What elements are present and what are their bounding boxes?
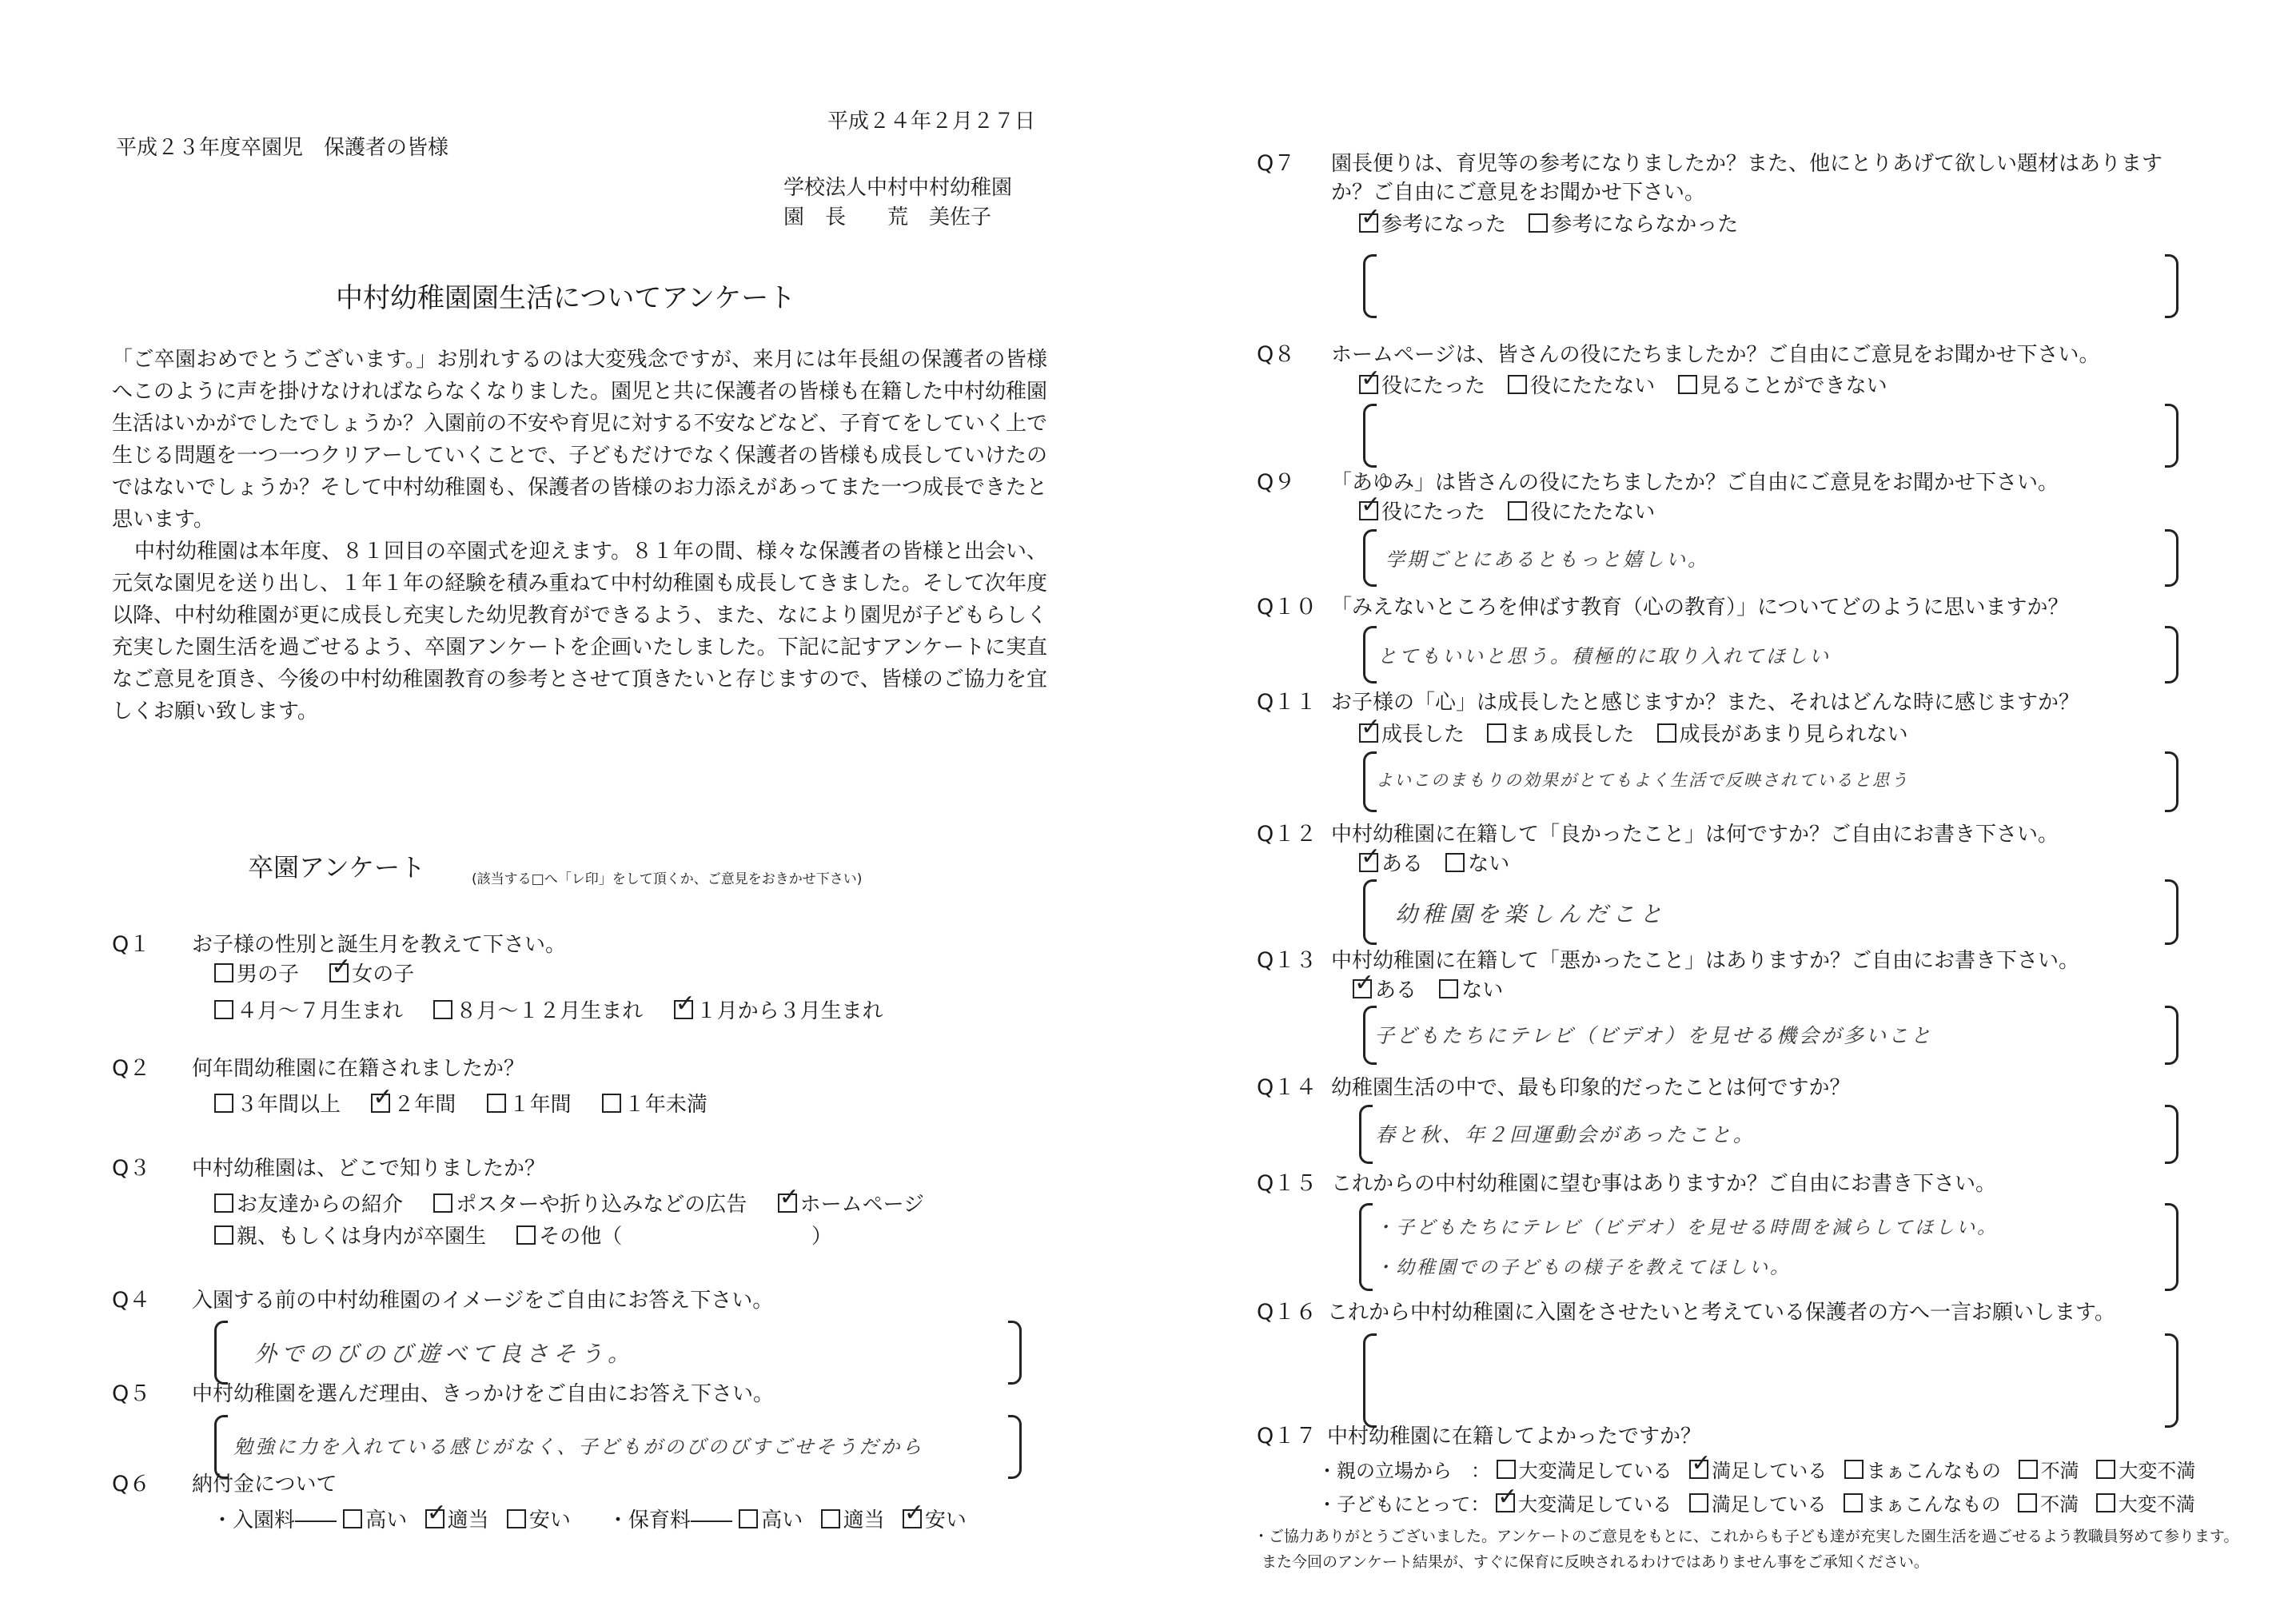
q1-text: お子様の性別と誕生月を教えて下さい。 (192, 933, 567, 957)
q8-option[interactable]: 役にたたない (1508, 373, 1655, 400)
checkbox[interactable] (433, 1000, 452, 1019)
q4-text: 入園する前の中村幼稚園のイメージをご自由にお答え下さい。 (192, 1289, 774, 1313)
q5-text: 中村幼稚園を選んだ理由、きっかけをご自由にお答え下さい。 (192, 1382, 775, 1406)
q15-answer-line1: ・子どもたちにテレビ（ビデオ）を見せる時間を減らしてほしい。 (1375, 1217, 1999, 1238)
checkbox[interactable] (1439, 979, 1458, 998)
q6-tuition-fee (608, 1507, 978, 1534)
checkbox[interactable] (1508, 375, 1527, 394)
q14-answer-box[interactable] (1359, 1105, 2178, 1164)
checkbox[interactable] (487, 1094, 506, 1113)
checkbox[interactable] (2096, 1460, 2115, 1479)
q7-option[interactable]: 参考にならなかった (1529, 211, 1738, 238)
bracket-left (1363, 529, 1377, 587)
checkbox[interactable] (214, 1094, 233, 1113)
q1-option-girl[interactable]: ✓ 女の子 (329, 961, 414, 988)
q1-number: Q１ (112, 932, 151, 957)
q12-option[interactable]: ない (1445, 851, 1509, 878)
q9-number: Q９ (1257, 470, 1296, 495)
q5-answer: 勉強に力を入れている感じがなく、子どもがのびのびすごせそうだから (233, 1436, 924, 1458)
q7-number: Q７ (1257, 151, 1296, 176)
bracket-right (2165, 404, 2178, 468)
survey-title: 卒園アンケート (248, 852, 426, 883)
bracket-left (214, 1415, 228, 1479)
checkbox[interactable] (1445, 853, 1465, 872)
checkbox-checked[interactable] (329, 963, 349, 982)
bracket-right (2165, 751, 2178, 812)
q2-options (214, 1091, 731, 1118)
q9-options (1359, 499, 1679, 526)
q6-option[interactable]: 高い (343, 1507, 407, 1534)
bracket-right (2165, 529, 2178, 587)
checkbox[interactable] (602, 1094, 621, 1113)
q12-options (1359, 851, 1533, 878)
checkbox-checked[interactable] (1353, 979, 1372, 998)
q8-number: Q８ (1257, 342, 1296, 367)
checkbox[interactable] (2018, 1493, 2037, 1512)
q16-answer-box[interactable] (1363, 1333, 2178, 1428)
page-title: 中村幼稚園園生活についてアンケート (336, 282, 796, 314)
q17-option[interactable]: 大変不満 (2096, 1491, 2195, 1518)
checkbox-checked[interactable] (1359, 501, 1378, 520)
q12-text: 中村幼稚園に在籍して「良かったこと」は何ですか？ご自由にお書き下さい。 (1331, 823, 2059, 847)
q17-option[interactable]: 大変不満 (2096, 1457, 2195, 1484)
q12-option[interactable]: ✓ある (1359, 851, 1423, 878)
q9-option[interactable]: 役にたたない (1508, 499, 1655, 526)
q13-options (1353, 977, 1527, 1004)
intro-paragraph: 「ご卒園おめでとうございます。」お別れするのは大変残念ですが、来月には年長組の保護者の皆様へこのように声を掛けなければならなくなりました。園児と共に保護者の皆様も在籍した中村幼稚園生活はいかがでしたでしょうか？入園前の不安や育児に対する不安などなど、子育てをしていく上で生じる問題を一つ一つクリアーしていくことで、子どもだけでなく保護者の皆様も成長していけたのではないでしょうか？そして中村幼稚園も、保護者の皆様のお力添えがあってまた一つ成長できたと思います。 (112, 348, 1048, 532)
bracket-right (2165, 1006, 2178, 1065)
q16-number: Q１６ (1257, 1300, 1317, 1325)
q4-answer-box[interactable] (214, 1321, 1022, 1385)
survey-instruction: (該当する□へ「レ印」をして頂くか、ご意見をおきかせ下さい) (472, 871, 863, 887)
checkbox[interactable] (214, 1000, 233, 1019)
q6-option[interactable]: ✓ 適当 (425, 1507, 489, 1534)
q13-option[interactable]: ない (1439, 977, 1503, 1004)
bracket-right (2165, 254, 2178, 318)
q16-text: これから中村幼稚園に入園をさせたいと考えている保護者の方へ一言お願いします。 (1327, 1301, 2115, 1325)
checkbox[interactable] (1529, 213, 1548, 233)
q17-parent-row (1317, 1457, 2195, 1484)
q11-options (1359, 721, 1932, 748)
q12-number: Q１２ (1257, 822, 1317, 847)
principal: 園 長 荒 美佐子 (783, 205, 992, 229)
q17-text: 中村幼稚園に在籍してよかったですか？ (1327, 1425, 1702, 1449)
q6-option[interactable]: ✓ 安い (903, 1507, 967, 1534)
q3-option[interactable]: 親、もしくは身内が卒園生 (214, 1223, 486, 1250)
bracket-left (1359, 1105, 1373, 1164)
q3-options-row2 (214, 1223, 646, 1250)
bracket-left (1363, 404, 1377, 468)
q3-option[interactable]: ✓ ホームページ (778, 1191, 924, 1218)
checkbox[interactable] (821, 1509, 840, 1528)
q17-option[interactable]: 不満 (2018, 1491, 2079, 1518)
q7-options (1359, 211, 1762, 238)
right-page (1199, 0, 2296, 1618)
q7-answer-box[interactable] (1363, 254, 2178, 318)
q10-text: 「みえないところを伸ばす教育（心の教育）」についてどのように思いますか？ (1331, 596, 2069, 620)
q13-answer-box[interactable] (1363, 1006, 2178, 1065)
checkbox[interactable] (1689, 1493, 1708, 1512)
footer-note-2: また今回のアンケート結果が、すぐに保育に反映されるわけではありません事をご承知ください。 (1262, 1553, 1929, 1571)
checkbox-checked[interactable] (1359, 375, 1378, 394)
checkbox[interactable] (1678, 375, 1697, 394)
q6-entrance-label: ・入園料―― (212, 1508, 337, 1532)
checkbox[interactable] (1844, 1460, 1864, 1479)
bracket-left (1363, 1333, 1377, 1428)
q7-text-line1: 園長便りは、育児等の参考になりましたか？また、他にとりあげて欲しい題材はあります (1331, 152, 2163, 176)
bracket-left (1363, 751, 1377, 812)
q1-option-aug-dec[interactable]: ８月～１２月生まれ (433, 998, 643, 1025)
checkbox[interactable] (739, 1509, 758, 1528)
q5-answer-box[interactable] (214, 1415, 1022, 1479)
q6-option[interactable]: 適当 (821, 1507, 885, 1534)
footer-note-1: ・ご協力ありがとうございました。アンケートのご意見をもとに、これからも子ども達が充実した園生活を過ごせるよう教職員努めて参ります。 (1254, 1528, 2239, 1545)
checkbox[interactable] (343, 1509, 362, 1528)
q10-answer-box[interactable] (1363, 626, 2178, 683)
q17-option[interactable]: ✓ 大変満足している (1496, 1491, 1672, 1518)
q11-option[interactable]: 成長があまり見られない (1657, 721, 1908, 748)
q15-text: これからの中村幼稚園に望む事はありますか？ご自由にお書き下さい。 (1331, 1172, 1997, 1196)
q6-text: 納付金について (192, 1473, 337, 1496)
q3-option[interactable]: ポスターや折り込みなどの広告 (433, 1191, 747, 1218)
q9-option[interactable]: ✓役にたった (1359, 499, 1485, 526)
q6-number: Q６ (112, 1472, 151, 1496)
q12-answer-box[interactable] (1363, 879, 2178, 945)
checkbox[interactable] (1508, 501, 1527, 520)
bracket-left (1363, 879, 1377, 945)
q6-entrance-fee (212, 1507, 582, 1534)
q14-number: Q１４ (1257, 1075, 1317, 1100)
recipient: 平成２３年度卒園児 保護者の皆様 (116, 136, 449, 160)
q1-month-options (214, 998, 907, 1025)
q9-answer: 学期ごとにあるともっと嬉しい。 (1385, 548, 1709, 571)
q1-option-boy[interactable]: 男の子 (214, 961, 299, 988)
q3-option[interactable]: お友達からの紹介 (214, 1191, 403, 1218)
q11-answer: よいこのまもりの効果がとてもよく生活で反映されていると思う (1376, 771, 1909, 790)
q2-option[interactable]: １年間 (487, 1091, 572, 1118)
bracket-left (1359, 1203, 1373, 1291)
q17-option[interactable]: 満足している (1689, 1491, 1827, 1518)
q4-number: Q４ (112, 1288, 151, 1313)
checkbox[interactable] (2096, 1493, 2115, 1512)
q10-number: Q１０ (1257, 595, 1317, 620)
bracket-right (2165, 1105, 2178, 1164)
q9-answer-box[interactable] (1363, 529, 2178, 587)
q2-option[interactable]: ✓ ２年間 (371, 1091, 456, 1118)
q14-text: 幼稚園生活の中で、最も印象的だったことは何ですか？ (1331, 1076, 1851, 1100)
checkbox-checked[interactable] (371, 1094, 390, 1113)
organization: 学校法人中村中村幼稚園 (783, 176, 1013, 200)
bracket-left (1363, 254, 1377, 318)
q2-number: Q２ (112, 1056, 151, 1081)
q2-option[interactable]: ３年間以上 (214, 1091, 341, 1118)
q13-answer: 子どもたちにテレビ（ビデオ）を見せる機会が多いこと (1374, 1024, 1934, 1047)
intro-text (112, 344, 1047, 727)
checkbox-checked[interactable] (425, 1509, 444, 1528)
q11-answer-box[interactable] (1363, 751, 2178, 812)
bracket-left (214, 1321, 228, 1385)
checkbox-checked[interactable] (1359, 853, 1378, 872)
checkbox[interactable] (214, 1194, 233, 1213)
bracket-right (2165, 1333, 2178, 1428)
q8-option[interactable]: ✓役にたった (1359, 373, 1485, 400)
bracket-right (2165, 626, 2178, 683)
checkbox-checked[interactable] (1359, 723, 1378, 743)
q10-answer: とてもいいと思う。積極的に取り入れてほしい (1377, 645, 1831, 668)
q17-option[interactable]: 大変満足している (1497, 1457, 1672, 1484)
q3-option-other[interactable]: その他（ (516, 1223, 622, 1250)
q15-answer-line2: ・幼稚園での子どもの様子を教えてほしい。 (1375, 1257, 1791, 1278)
q17-option[interactable]: 不満 (2019, 1457, 2079, 1484)
checkbox[interactable] (2019, 1460, 2038, 1479)
checkbox-checked[interactable] (1689, 1460, 1708, 1479)
checkbox-checked[interactable] (1359, 213, 1378, 233)
q11-option[interactable]: まぁ成長した (1487, 721, 1634, 748)
q5-number: Q５ (112, 1381, 151, 1406)
checkbox[interactable] (507, 1509, 526, 1528)
q4-answer: 外でのびのび遊べて良さそう。 (254, 1341, 636, 1367)
q15-answer-box[interactable] (1359, 1203, 2178, 1291)
bracket-right (2165, 1203, 2178, 1291)
q12-answer: 幼稚園を楽しんだこと (1395, 901, 1668, 927)
q11-number: Q１１ (1257, 690, 1317, 715)
q17-child-row (1317, 1491, 2195, 1518)
q8-option[interactable]: 見ることができない (1678, 373, 1887, 400)
q8-answer-box[interactable] (1363, 404, 2178, 468)
intro-paragraph: 中村幼稚園は本年度、８１回目の卒園式を迎えます。８１年の間、様々な保護者の皆様と出会い、元気な園児を送り出し、１年１年の経験を積み重ねて中村幼稚園も成長してきました。そして次年度以降、中村幼稚園が更に成長し充実した幼児教育ができるよう、また、なにより園児が子どもらしく充実した園生活を過ごせるよう、卒園アンケートを企画いたしました。下記に記すアンケートに実直なご意見を頂き、今後の中村幼稚園教育の参考とさせて頂きたいと存じますので、皆様のご協力を宜しくお願い致します。 (112, 540, 1048, 723)
checkbox[interactable] (1487, 723, 1506, 743)
q2-text: 何年間幼稚園に在籍されましたか？ (192, 1057, 525, 1081)
q7-text-line2: か？ご自由にご意見をお聞かせ下さい。 (1331, 181, 1706, 205)
q9-text: 「あゆみ」は皆さんの役にたちましたか？ご自由にご意見をお聞かせ下さい。 (1331, 471, 2059, 495)
q7-option[interactable]: ✓参考になった (1359, 211, 1506, 238)
checkbox-checked[interactable] (1496, 1493, 1515, 1512)
q2-option[interactable]: １年未満 (602, 1091, 708, 1118)
checkbox[interactable] (433, 1194, 452, 1213)
q17-option[interactable]: まぁこんなもの (1844, 1457, 2001, 1484)
q8-options (1359, 373, 1911, 400)
q13-text: 中村幼稚園に在籍して「悪かったこと」はありますか？ご自由にお書き下さい。 (1331, 949, 2080, 973)
q3-options-row1 (214, 1191, 948, 1218)
bracket-left (1363, 626, 1377, 683)
left-page (0, 0, 1143, 1618)
q11-text: お子様の「心」は成長したと感じますか？また、それはどんな時に感じますか？ (1331, 691, 2080, 715)
q17-option[interactable]: ✓ 満足している (1689, 1457, 1827, 1484)
checkbox[interactable] (1844, 1493, 1863, 1512)
q17-option[interactable]: まぁこんなもの (1844, 1491, 2000, 1518)
bracket-right (1008, 1415, 1022, 1479)
q13-number: Q１３ (1257, 948, 1317, 973)
q6-option[interactable]: 高い (739, 1507, 803, 1534)
bracket-right (1008, 1321, 1022, 1385)
checkbox[interactable] (1657, 723, 1676, 743)
checkbox[interactable] (214, 963, 233, 982)
q1-option-apr-jul[interactable]: ４月～７月生まれ (214, 998, 403, 1025)
q15-number: Q１５ (1257, 1171, 1317, 1196)
q3-other-close: ） (811, 1225, 833, 1249)
q3-number: Q３ (112, 1156, 151, 1181)
q11-option[interactable]: ✓成長した (1359, 721, 1465, 748)
q6-option[interactable]: 安い (507, 1507, 571, 1534)
q17-number: Q１７ (1257, 1424, 1317, 1449)
q1-gender-options (214, 961, 438, 988)
q14-answer: 春と秋、年２回運動会があったこと。 (1375, 1123, 1756, 1146)
checkbox[interactable] (214, 1225, 233, 1245)
checkbox[interactable] (516, 1225, 536, 1245)
q3-text: 中村幼稚園は、どこで知りましたか？ (192, 1157, 546, 1181)
bracket-right (2165, 879, 2178, 945)
q1-option-jan-mar[interactable]: ✓ １月から３月生まれ (674, 998, 883, 1025)
checkbox-checked[interactable] (674, 1000, 693, 1019)
q17-parent-label: ・親の立場から ： (1317, 1460, 1490, 1482)
q13-option[interactable]: ✓ある (1353, 977, 1417, 1004)
q6-tuition-label: ・保育料―― (608, 1508, 733, 1532)
checkbox-checked[interactable] (778, 1194, 797, 1213)
date: 平成２４年２月２７日 (827, 110, 1036, 134)
q17-child-label: ・子どもにとって： (1317, 1493, 1490, 1516)
q8-text: ホームページは、皆さんの役にたちましたか？ご自由にご意見をお聞かせ下さい。 (1331, 343, 2100, 367)
checkbox-checked[interactable] (903, 1509, 922, 1528)
checkbox[interactable] (1497, 1460, 1516, 1479)
